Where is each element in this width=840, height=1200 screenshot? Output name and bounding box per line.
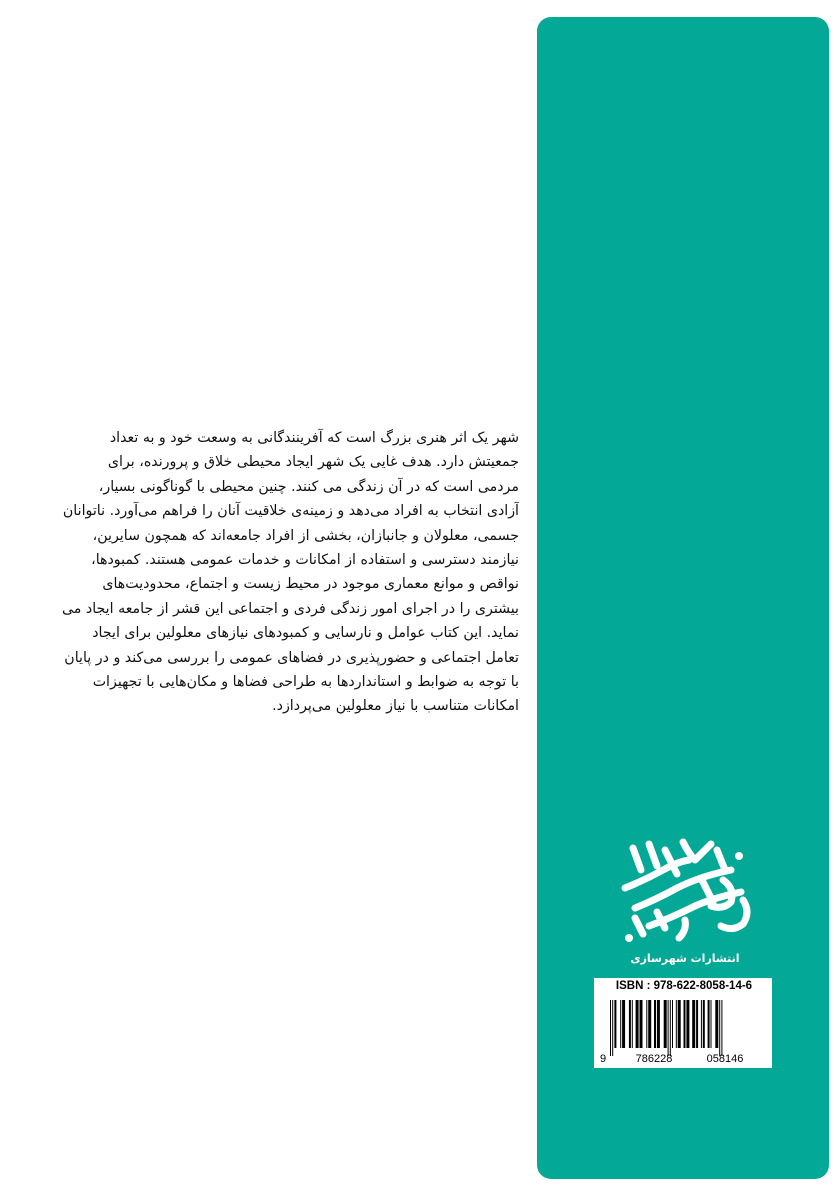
barcode-bar [692, 1000, 695, 1048]
barcode-guard-bar [610, 1000, 611, 1056]
barcode-bar [636, 1000, 639, 1048]
blurb-line: شهر یک اثر هنری بزرگ است که آفرینندگانی به وسعت خود و به تعداد [109, 430, 519, 446]
publisher-calligraphy-logo-icon [605, 830, 765, 950]
barcode-bar [614, 1000, 616, 1048]
barcode-bar [629, 1000, 631, 1048]
blurb-line: بیشتری را در اجرای امور زندگی فردی و اجتماعی این قشر از جامعه ایجاد می [61, 600, 519, 617]
blurb-line: امکانات متناسب با نیاز معلولین می‌پردازد. [272, 698, 519, 715]
barcode-right-digits: 058146 [706, 1053, 744, 1065]
barcode-bar [696, 1000, 698, 1048]
barcode-bar [664, 1000, 667, 1048]
blurb-line: جسمی، معلولان و جانبازان، بخشی از افراد جامعه‌اند که همچون سایرین، [92, 527, 519, 544]
cover-blurb [37, 426, 519, 719]
barcode-bar [686, 1000, 689, 1048]
barcode-guard-bar [719, 1000, 720, 1056]
barcode-bar [648, 1000, 651, 1048]
barcode-guard-bar [668, 1000, 669, 1056]
blurb-line: آزادی انتخاب به افراد می‌دهد و زمینه‌ی خلاقیت آنان را فراهم می‌آورد. ناتوانان [62, 503, 519, 520]
isbn-label: ISBN : 978-622-8058-14-6 [615, 980, 753, 992]
barcode-bar [676, 1000, 677, 1048]
barcode-bar [715, 1000, 718, 1048]
publisher-name: انتشارات شهرسازی [630, 952, 740, 965]
blurb-line: نماید. این کتاب عوامل و نارسایی و کمبودهای نیازهای معلولین برای ایجاد [92, 625, 519, 642]
barcode-bar [678, 1000, 681, 1048]
barcode-bar [684, 1000, 686, 1048]
barcode-guard-bar [721, 1000, 722, 1056]
barcode-bar [620, 1000, 621, 1048]
barcode-bar [711, 1000, 712, 1048]
barcode-bar [701, 1000, 702, 1048]
blurb-line: نواقص و موانع معماری موجود در محیط زیست و اجتماع، محدودیت‌های [102, 576, 519, 593]
blurb-line: مردمی است که در آن زندگی می کنند. چنین محیطی با گوناگونی بسیار، [98, 478, 519, 495]
blurb-line: با توجه به ضوابط و استانداردها به طراحی فضاها و مکان‌هایی با تجهیزات [92, 674, 519, 691]
barcode-left-digits: 786228 [635, 1053, 673, 1065]
barcode-bar [622, 1000, 625, 1048]
barcode-bar [703, 1000, 705, 1048]
barcode-bar [632, 1000, 633, 1048]
barcode-guard-bar [670, 1000, 671, 1056]
isbn-barcode [594, 978, 772, 1068]
blurb-line: جمعیتش دارد. هدف غایی یک شهر ایجاد محیطی خلاق و پرورنده، برای [107, 454, 519, 471]
barcode-bar [657, 1000, 660, 1048]
barcode-bar [646, 1000, 647, 1048]
blurb-line: نیازمند دسترسی و استفاده از امکانات و خدمات عمومی هستند. کمبودها، [91, 552, 519, 569]
barcode-bar [640, 1000, 643, 1048]
barcode-bar [708, 1000, 710, 1048]
barcode-guard-bar [612, 1000, 613, 1056]
barcode-prefix: 9 [600, 1053, 607, 1065]
barcode-graphic [594, 998, 772, 1066]
barcode-bar [672, 1000, 673, 1048]
blurb-line: تعامل اجتماعی و حضورپذیری در فضاهای عمومی را بررسی می‌کند و در پایان [64, 649, 519, 666]
barcode-bar [654, 1000, 656, 1048]
